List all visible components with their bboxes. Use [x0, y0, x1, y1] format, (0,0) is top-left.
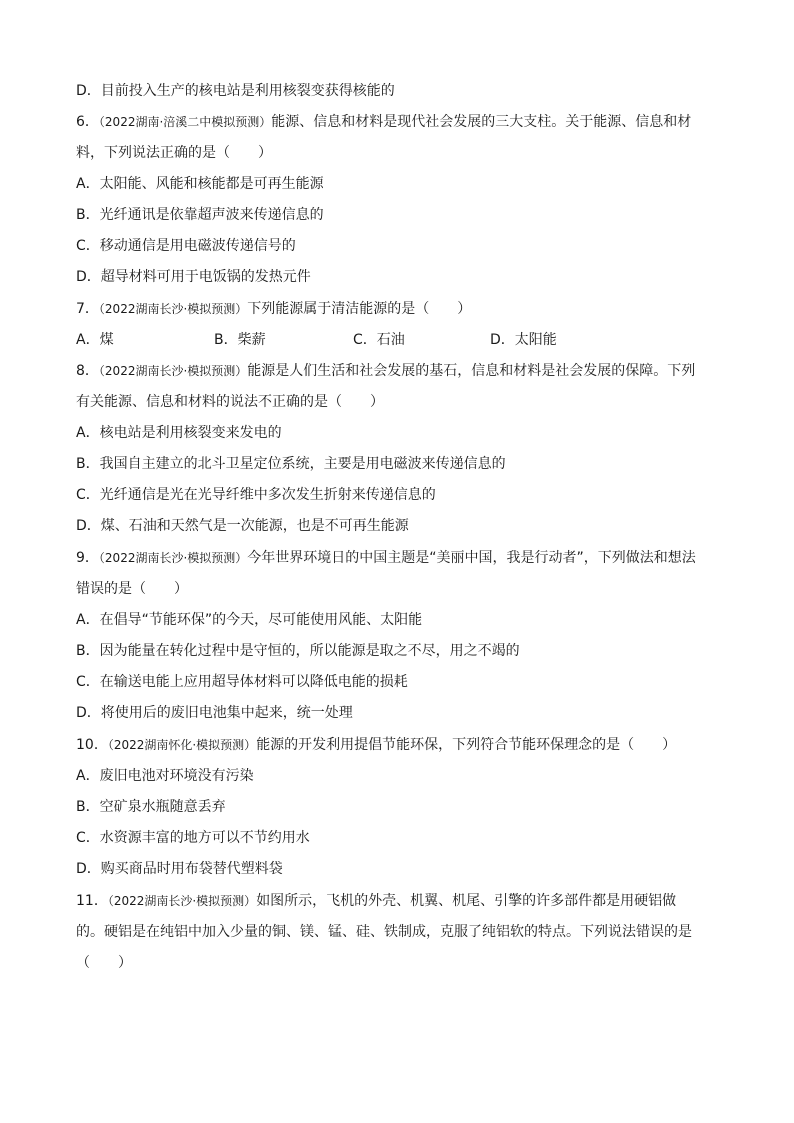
q6-option-c: C．移动通信是用电磁波传递信号的: [76, 238, 296, 254]
q5-option-d: D．目前投入生产的核电站是利用核裂变获得核能的: [76, 83, 395, 99]
question-number: 9．: [76, 550, 99, 566]
q8-option-b: B．我国自主建立的北斗卫星定位系统，主要是用电磁波来传递信息的: [76, 456, 506, 472]
q8-stem-line-2: 有关能源、信息和材料的说法不正确的是（ ）: [76, 394, 384, 410]
q9-option-b: B．因为能量在转化过程中是守恒的，所以能源是取之不尽，用之不竭的: [76, 643, 520, 659]
question-number: 11．: [76, 893, 108, 909]
q11-stem-line-3: （ ）: [76, 955, 132, 971]
question-source: （2022湖南长沙·模拟预测）: [98, 551, 248, 565]
q8-option-c: C．光纤通信是光在光导纤维中多次发生折射来传递信息的: [76, 487, 436, 503]
question-source: （2022湖南怀化·模拟预测）: [107, 738, 257, 752]
q6-stem-line-1: 6．（2022湖南·涪溪二中模拟预测）能源、信息和材料是现代社会发展的三大支柱。关于能源、信息和材: [76, 114, 692, 130]
q7-option-c: C．石油: [353, 332, 405, 348]
q7-option-a: A．煤: [76, 332, 114, 348]
q11-stem-line-2: 的。硬铝是在纯铝中加入少量的铜、镁、锰、硅、铁制成，克服了纯铝软的特点。下列说法错误的是: [76, 924, 692, 940]
question-number: 7．: [76, 301, 99, 317]
q9-option-a: A．在倡导“节能环保”的今天，尽可能使用风能、太阳能: [76, 612, 423, 628]
question-source: （2022湖南长沙·模拟预测）: [107, 894, 257, 908]
q6-option-a: A．太阳能、风能和核能都是可再生能源: [76, 176, 324, 192]
q7-option-b: B．柴薪: [214, 332, 266, 348]
q10-stem: 10．（2022湖南怀化·模拟预测）能源的开发利用提倡节能环保，下列符合节能环保理念的是（ ）: [76, 737, 677, 753]
q11-stem-line-1: 11．（2022湖南长沙·模拟预测）如图所示，飞机的外壳、机翼、机尾、引擎的许多部件都是用硬铝做: [76, 893, 677, 909]
q6-option-b: B．光纤通讯是依靠超声波来传递信息的: [76, 207, 324, 223]
q10-option-a: A．废旧电池对环境没有污染: [76, 768, 254, 784]
question-number: 8．: [76, 363, 99, 379]
q10-option-b: B．空矿泉水瓶随意丢弃: [76, 799, 226, 815]
q9-stem-line-1: 9．（2022湖南长沙·模拟预测）今年世界环境日的中国主题是“美丽中国，我是行动者”，下列做法和想法: [76, 550, 696, 566]
q9-option-d: D．将使用后的废旧电池集中起来，统一处理: [76, 705, 353, 721]
q8-option-d: D．煤、石油和天然气是一次能源，也是不可再生能源: [76, 518, 409, 534]
q7-option-d: D．太阳能: [490, 332, 557, 348]
q8-stem-line-1: 8．（2022湖南长沙·模拟预测）能源是人们生活和社会发展的基石，信息和材料是社会发展的保障。下列: [76, 363, 696, 379]
question-source: （2022湖南长沙·模拟预测）: [98, 364, 248, 378]
q9-option-c: C．在输送电能上应用超导体材料可以降低电能的损耗: [76, 674, 408, 690]
question-source: （2022湖南长沙·模拟预测）: [98, 302, 248, 316]
q7-stem: 7．（2022湖南长沙·模拟预测）下列能源属于清洁能源的是（ ）: [76, 301, 472, 317]
q8-option-a: A．核电站是利用核裂变来发电的: [76, 425, 282, 441]
q6-stem-line-2: 料，下列说法正确的是（ ）: [76, 145, 272, 161]
question-number: 10．: [76, 737, 108, 753]
question-number: 6．: [76, 114, 99, 130]
q7-options: [76, 330, 716, 350]
q10-option-d: D．购买商品时用布袋替代塑料袋: [76, 861, 283, 877]
q6-option-d: D．超导材料可用于电饭锅的发热元件: [76, 269, 311, 285]
q9-stem-line-2: 错误的是（ ）: [76, 581, 188, 597]
q10-option-c: C．水资源丰富的地方可以不节约用水: [76, 830, 310, 846]
question-source: （2022湖南·涪溪二中模拟预测）: [98, 115, 272, 129]
